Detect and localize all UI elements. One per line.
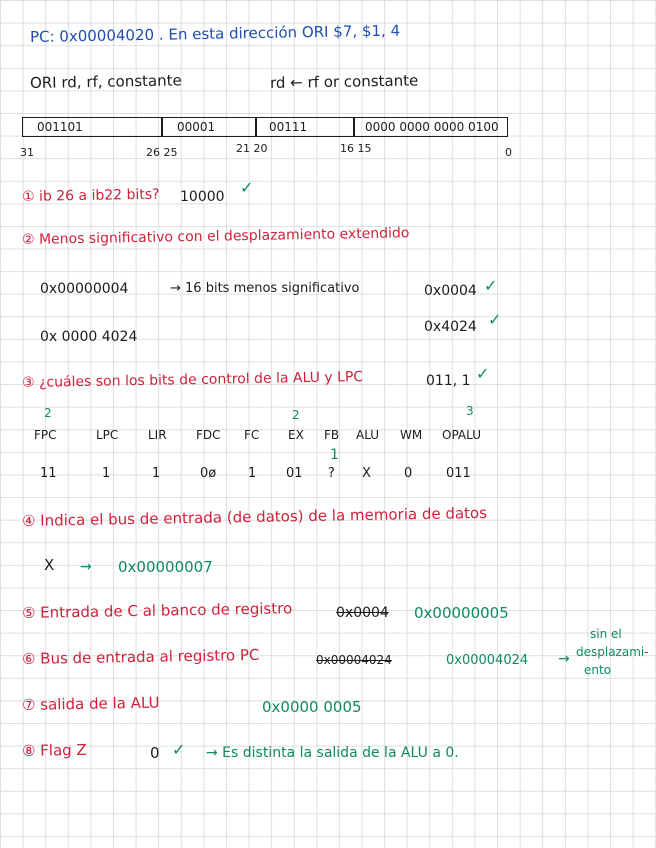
q1-answer: 10000 bbox=[180, 189, 225, 205]
field-separator bbox=[255, 118, 257, 136]
header-line: PC: 0x00004020 . En esta dirección ORI $7, $1, 4 bbox=[29, 21, 401, 46]
signal-header: LIR bbox=[148, 428, 167, 442]
check-icon: ✓ bbox=[476, 364, 490, 383]
signal-value: ? bbox=[328, 466, 335, 481]
field-separator bbox=[353, 118, 355, 136]
q7-question: ⑦ salida de la ALU bbox=[21, 693, 160, 714]
signal-value: 0ø bbox=[200, 466, 217, 481]
signal-header: WM bbox=[400, 428, 423, 442]
q8-question: ⑧ Flag Z bbox=[21, 740, 87, 760]
q5-struck: 0x0004 bbox=[336, 605, 389, 621]
format-syntax: ORI rd, rf, constante bbox=[29, 71, 182, 92]
q2-value-1: 0x00000004 bbox=[40, 281, 129, 297]
signal-value: 1 bbox=[102, 466, 111, 481]
q6-answer: 0x00004024 bbox=[446, 653, 529, 668]
q4-answer: 0x00000007 bbox=[118, 558, 213, 576]
q6-note-line: desplazami- bbox=[576, 645, 649, 659]
field-rd: 00111 bbox=[269, 120, 308, 134]
field-rf: 00001 bbox=[177, 120, 216, 134]
q4-crossed: X bbox=[44, 556, 55, 574]
q8-value: 0 bbox=[150, 744, 160, 762]
check-icon: ✓ bbox=[484, 276, 498, 295]
signal-header: EX bbox=[288, 428, 304, 442]
q2-result-1: 0x0004 bbox=[424, 283, 477, 299]
q2-value-2: 0x 0000 4024 bbox=[40, 329, 138, 345]
q2-question: ② Menos significativo con el desplazamiento extendido bbox=[21, 225, 410, 248]
signal-header: FPC bbox=[34, 428, 57, 442]
fpc-superscript: 2 bbox=[44, 406, 52, 420]
q5-question: ⑤ Entrada de C al banco de registro bbox=[21, 599, 293, 622]
field-constant: 0000 0000 0000 0100 bbox=[365, 120, 499, 134]
check-icon: ✓ bbox=[240, 178, 254, 197]
arrow-right-icon: → bbox=[558, 651, 570, 667]
q5-answer: 0x00000005 bbox=[414, 604, 509, 622]
instruction-format-box bbox=[22, 117, 508, 137]
q3-question: ③ ¿cuáles son los bits de control de la ALU y LPC bbox=[21, 369, 364, 391]
bit-label: 0 bbox=[505, 146, 512, 159]
signal-header: LPC bbox=[96, 428, 119, 442]
ex-superscript: 2 bbox=[292, 408, 300, 422]
signal-header: FC bbox=[244, 428, 260, 442]
field-separator bbox=[161, 118, 163, 136]
q2-result-2: 0x4024 bbox=[424, 319, 477, 335]
q6-note-line: sin el bbox=[590, 627, 622, 641]
signal-value: 011 bbox=[446, 466, 471, 481]
check-icon: ✓ bbox=[488, 310, 502, 329]
bit-label: 21 20 bbox=[236, 142, 268, 155]
signal-value: 01 bbox=[286, 466, 303, 481]
arrow-right-icon: → bbox=[80, 559, 92, 575]
bit-label: 31 bbox=[20, 146, 34, 159]
q7-answer: 0x0000 0005 bbox=[262, 698, 362, 716]
q8-note: → Es distinta la salida de la ALU a 0. bbox=[206, 745, 459, 761]
q4-question: ④ Indica el bus de entrada (de datos) de la memoria de datos bbox=[21, 503, 488, 530]
signal-value: 1 bbox=[152, 466, 161, 481]
signal-value: 1 bbox=[248, 466, 257, 481]
bit-label: 26 25 bbox=[146, 146, 178, 159]
format-semantics: rd ← rf or constante bbox=[269, 71, 419, 92]
opalu-superscript: 3 bbox=[466, 404, 474, 418]
q1-question: ① ib 26 a ib22 bits? bbox=[21, 186, 160, 205]
q6-struck: 0x00004024 bbox=[316, 653, 392, 667]
bit-label: 16 15 bbox=[340, 142, 372, 155]
q3-answer: 011, 1 bbox=[426, 373, 471, 389]
signal-value: 0 bbox=[404, 466, 413, 481]
signal-value: X bbox=[362, 466, 371, 481]
signal-header: ALU bbox=[356, 428, 380, 442]
q6-question: ⑥ Bus de entrada al registro PC bbox=[21, 645, 260, 668]
signal-header: FDC bbox=[196, 428, 221, 442]
signal-value: 11 bbox=[40, 466, 57, 481]
q2-description: → 16 bits menos significativo bbox=[170, 281, 360, 296]
signal-header: OPALU bbox=[442, 428, 481, 442]
signal-header: FB bbox=[324, 428, 340, 442]
q6-note-line: ento bbox=[584, 663, 612, 677]
field-opcode: 001101 bbox=[37, 120, 83, 134]
fb-correction: 1 bbox=[330, 447, 339, 463]
check-icon: ✓ bbox=[172, 740, 186, 759]
